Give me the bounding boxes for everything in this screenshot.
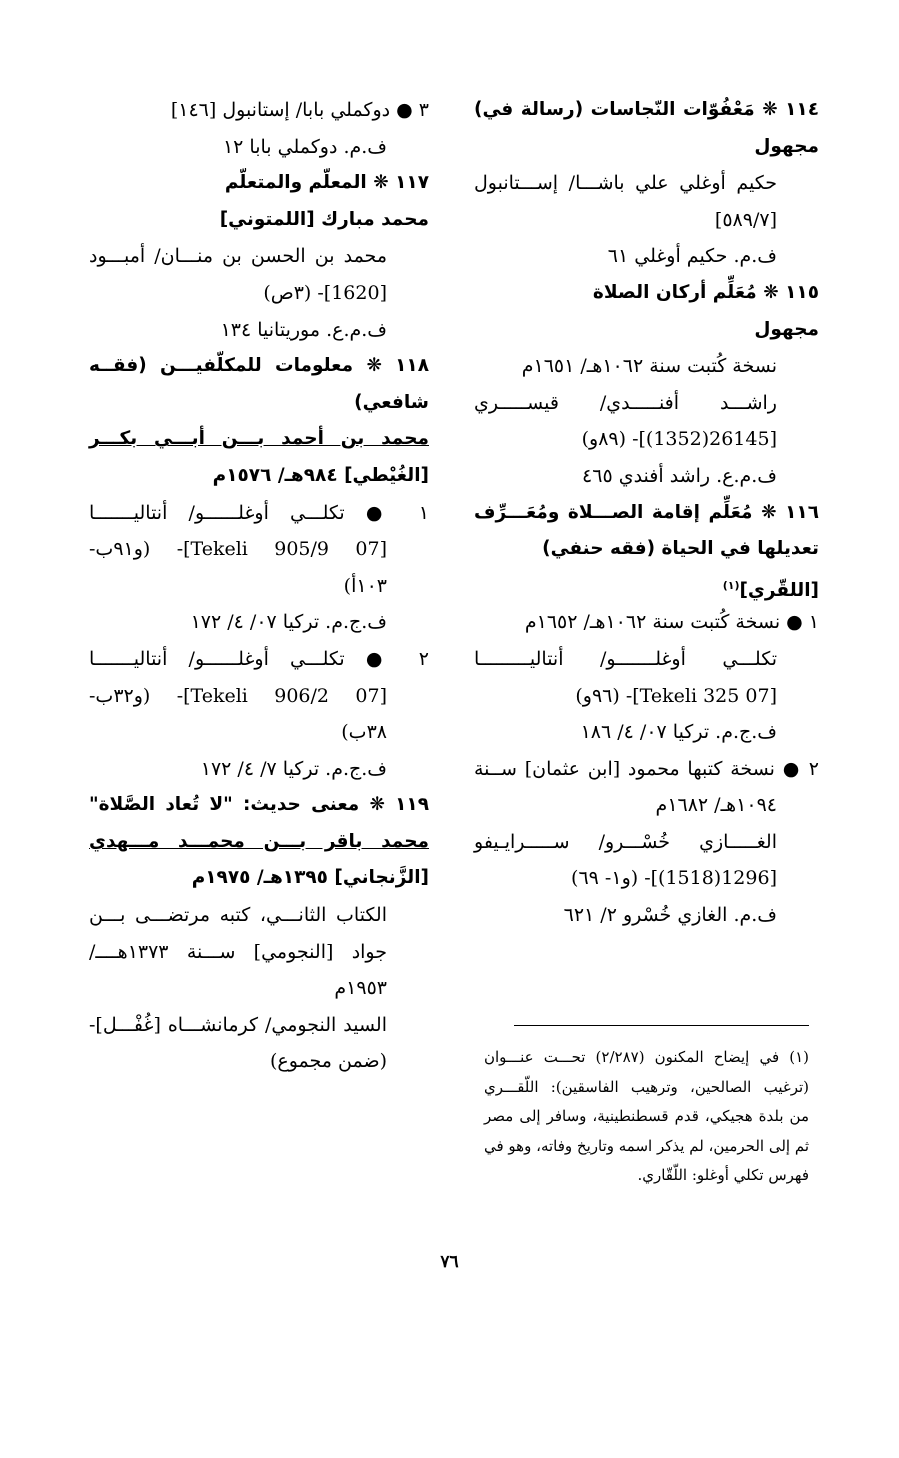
entry-line: ١٠٣أ) bbox=[343, 574, 387, 597]
entry-line: تكلـــي أوغلـــــــو/ أنتاليـــــــــا bbox=[474, 647, 777, 670]
entry-line: ٢ ● نسخة كتبها محمود [ابن عثمان] ســنة bbox=[474, 757, 819, 780]
entry-author: مجهول bbox=[754, 135, 819, 157]
entry-author: [الزَّنجاني] ١٣٩٥هـ/ ١٩٧٥م bbox=[191, 867, 429, 889]
entry-line: الغـــــازي خُسْـــرو/ ســـــرايـيفو bbox=[474, 830, 777, 853]
entry-title: ١١٧ ❋ المعلّم والمتعلّم bbox=[224, 172, 429, 194]
entry-author: محمد بن أحمد بـــن أبـــي بكـــر bbox=[89, 428, 429, 450]
footnote-separator bbox=[514, 1025, 809, 1026]
footnote-line: ثم إلى الحرمين، لم يذكر اسمه وتاريخ وفاته، وهو في bbox=[483, 1136, 809, 1155]
entry-author: [اللقّري]$^{(١)}$ bbox=[722, 578, 819, 601]
entry-line: محمد بن الحسن بن منـــان/ أمبـــود bbox=[89, 245, 387, 268]
entry-line: جواد [النجومي] ســـنة ١٣٧٣هــــ/ bbox=[89, 940, 387, 963]
entry-line: [07 Tekeli 906/2]- (و٣٢ب- bbox=[89, 684, 387, 707]
footnote-ref: (١) bbox=[722, 578, 740, 592]
entry-title: ١١٦ ❋ مُعَلِّم إقامة الصـــلاة ومُعَـــرِّف bbox=[474, 501, 819, 523]
entry-line: حكيم أوغلي علي باشـــا/ إســـتانبول bbox=[474, 172, 777, 195]
footnote-line: فهرس تكلي أوغلو: اللّقّاري. bbox=[637, 1166, 809, 1184]
entry-line: ٣٨ب) bbox=[341, 721, 387, 744]
footnote-line: من بلدة هجيكي، قدم قسطنطينية، وسافر إلى مصر bbox=[484, 1107, 809, 1125]
entry-line: [07 Tekeli 325]- (٩٦و) bbox=[575, 684, 777, 707]
entry-line: (ضمن مجموع) bbox=[269, 1050, 387, 1073]
entry-line: ف.م. حكيم أوغلي ٦١ bbox=[607, 245, 777, 268]
entry-line: الكتاب الثانـــي، كتبه مرتضـــى بـــن bbox=[89, 904, 387, 927]
entry-line: [1296(1518)]- (و١- ٦٩) bbox=[571, 867, 777, 890]
entry-title: ١١٩ ❋ معنى حديث: "لا تُعاد الصَّلاة" bbox=[89, 794, 429, 816]
entry-line: ١٩٥٣م bbox=[334, 977, 387, 1000]
entry-line: ف.م.ع. راشد أفندي ٤٦٥ bbox=[582, 464, 777, 487]
entry-line: ٢ ● تكلـــي أوغلــــــو/ أنتاليـــــــا bbox=[89, 647, 429, 670]
entry-line: السيد النجومي/ كرمانشـــاه [غُفْـــل]- bbox=[89, 1013, 387, 1036]
entry-title: ١١٨ ❋ معلومات للمكلّفيـــن (فقــه bbox=[89, 355, 429, 377]
footnote bbox=[484, 1043, 809, 1191]
entry-author: [الغُيْطي] ٩٨٤هـ/ ١٥٧٦م bbox=[212, 464, 429, 486]
entry-author: تعديلها في الحياة (فقه حنفي) bbox=[542, 538, 819, 560]
entry-line: ف.ج.م. تركيا ٧/ ٤/ ١٧٢ bbox=[200, 757, 387, 780]
entry-line: ف.ج.م. تركيا ٠٧/ ٤/ ١٧٢ bbox=[190, 611, 387, 634]
entry-line: [26145(1352)]- (٨٩و) bbox=[581, 428, 777, 451]
left-column bbox=[89, 92, 429, 1080]
entry-title: ١١٤ ❋ مَعْفُوّات النّجاسات (رسالة في) bbox=[474, 99, 819, 120]
entry-line: نسخة كُتبت سنة ١٠٦٢هـ/ ١٦٥١م bbox=[521, 355, 777, 378]
entry-author: مجهول bbox=[754, 318, 819, 340]
entry-line: [07 Tekeli 905/9]- (و٩١ب- bbox=[89, 538, 387, 561]
entry-line: ف.ج.م. تركيا ٠٧/ ٤/ ١٨٦ bbox=[580, 721, 777, 744]
entry-line: [1620]- (٣ص) bbox=[263, 281, 387, 304]
entry-line: ١ ● نسخة كُتبت سنة ١٠٦٢هـ/ ١٦٥٢م bbox=[524, 611, 819, 634]
entry-line: ف.م. دوكملي بابا ١٢ bbox=[222, 135, 387, 158]
entry-line: ٣ ● دوكملي بابا/ إستانبول [١٤٦] bbox=[170, 99, 429, 121]
footnote-line: (ترغيب الصالحين، وترهيب الفاسقين): اللّقـــري bbox=[484, 1077, 809, 1096]
entry-line: ف.م.ع. موريتانيا ١٣٤ bbox=[220, 318, 387, 341]
entry-line: ١ ● تكلـــي أوغلــــــو/ أنتاليـــــــا bbox=[89, 501, 429, 524]
entry-line: [٥٨٩/٧] bbox=[714, 208, 777, 231]
entry-title: ١١٥ ❋ مُعَلِّم أركان الصلاة bbox=[592, 281, 819, 303]
entry-author: محمد باقر بـــن محمـــد مـــهدي bbox=[89, 830, 429, 852]
entry-line: ١٠٩٤هـ/ ١٦٨٢م bbox=[655, 794, 777, 817]
entry-line: ف.م. الغازي خُسْرو ٢/ ٦٢١ bbox=[563, 904, 777, 927]
entry-author: شافعي) bbox=[354, 391, 429, 413]
entry-line: راشـــد أفنـــــدي/ قيســـــري bbox=[474, 391, 777, 414]
page-number: ٧٦ bbox=[440, 1252, 459, 1272]
entry-author: محمد مبارك [اللمتوني] bbox=[219, 208, 429, 230]
footnote-line: (١) في إيضاح المكنون (٢/٢٨٧) تحـــت عنـــوان bbox=[484, 1048, 809, 1066]
right-column bbox=[474, 92, 819, 934]
